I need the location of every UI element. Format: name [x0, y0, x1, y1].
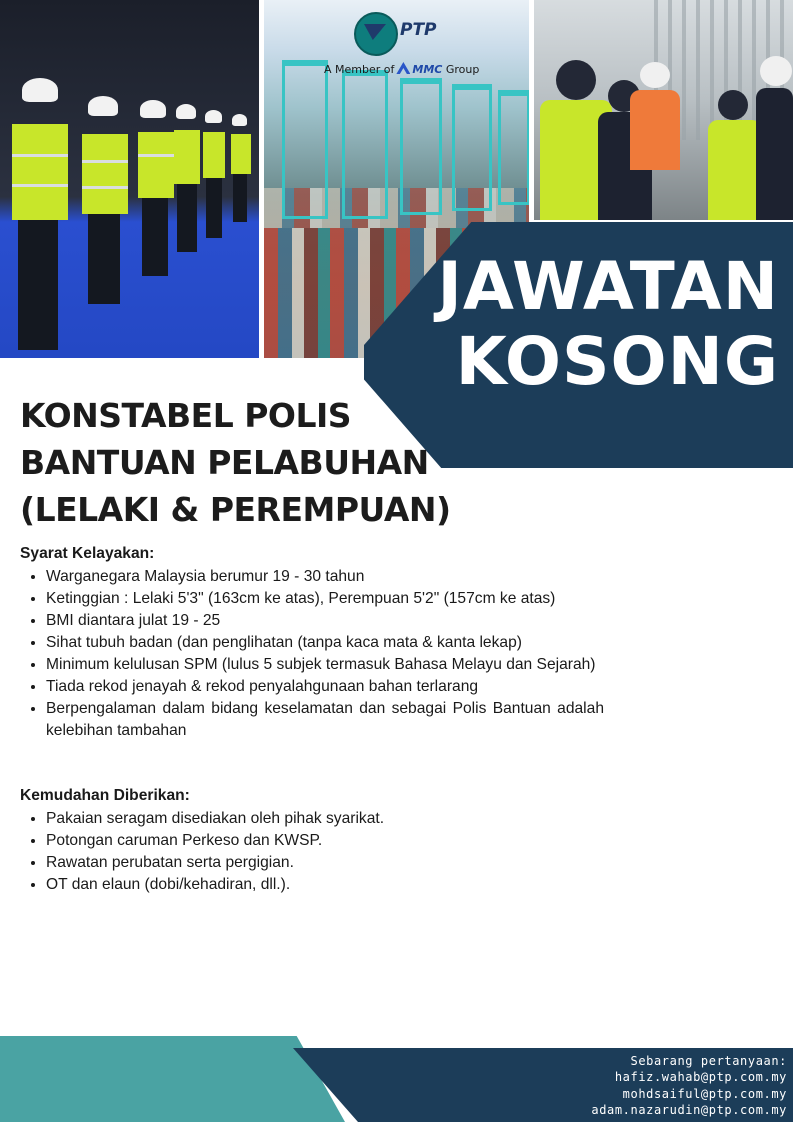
- logo-group-name: MMC: [412, 63, 443, 76]
- list-item: • Warganegara Malaysia berumur 19 - 30 tahun: [46, 566, 604, 588]
- list-item: • Potongan caruman Perkeso dan KWSP.: [46, 830, 604, 852]
- requirements-list: [20, 566, 604, 742]
- officer-figure: [228, 114, 254, 224]
- crane-shape: [282, 60, 328, 219]
- list-item: • Pakaian seragam disediakan oleh pihak syarikat.: [46, 808, 604, 830]
- banner-title-line1: JAWATAN: [437, 248, 779, 325]
- logo-member-prefix: A Member of: [324, 63, 395, 76]
- logo-name: PTP: [400, 20, 437, 40]
- officer-figure: [4, 78, 70, 358]
- requirements-section: [20, 543, 604, 742]
- list-item: • Ketinggian : Lelaki 5'3" (163cm ke atas), Perempuan 5'2" (157cm ke atas): [46, 588, 604, 610]
- benefits-list: [20, 808, 604, 896]
- crane-shape: [452, 84, 492, 211]
- list-item: • Berpengalaman dalam bidang keselamatan dan sebagai Polis Bantuan adalah kelebihan tambahan: [46, 698, 604, 742]
- crane-shape: [342, 70, 388, 219]
- list-item: • Sihat tubuh badan (dan penglihatan (tanpa kaca mata & kanta lekap): [46, 632, 604, 654]
- contact-email[interactable]: adam.nazarudin@ptp.com.my: [591, 1102, 787, 1117]
- benefits-section: [20, 785, 604, 896]
- contact-block: [591, 1053, 787, 1118]
- mmc-emblem-icon: [396, 62, 410, 74]
- headline-line1: KONSTABEL POLIS: [20, 396, 352, 435]
- worker-figure: [624, 62, 684, 172]
- logo-group-suffix: Group: [445, 63, 480, 76]
- banner-title-line2: KOSONG: [455, 322, 779, 400]
- officer-figure: [170, 104, 202, 254]
- headline-line3: (LELAKI & PEREMPUAN): [20, 490, 451, 529]
- worker-figure: [754, 56, 793, 220]
- list-item: • Rawatan perubatan serta pergigian.: [46, 852, 604, 874]
- crane-shape: [400, 78, 442, 215]
- position-headline: [20, 392, 450, 533]
- contact-email[interactable]: mohdsaiful@ptp.com.my: [622, 1086, 787, 1101]
- officer-figure: [76, 96, 130, 306]
- contact-email[interactable]: hafiz.wahab@ptp.com.my: [614, 1070, 787, 1085]
- ptp-logo: [324, 12, 504, 82]
- crane-shape: [498, 90, 529, 205]
- headline-line2: BANTUAN PELABUHAN: [20, 443, 429, 482]
- logo-member-line: [324, 62, 504, 76]
- list-item: • OT dan elaun (dobi/kehadiran, dll.).: [46, 874, 604, 896]
- list-item: • Tiada rekod jenayah & rekod penyalahgunaan bahan terlarang: [46, 676, 604, 698]
- photo-gate-inspection: [534, 0, 793, 220]
- ptp-emblem-icon: [354, 12, 398, 56]
- benefits-title: Kemudahan Diberikan:: [20, 787, 190, 804]
- officer-figure: [200, 110, 228, 240]
- contact-label: Sebarang pertanyaan:: [630, 1054, 787, 1068]
- list-item: • BMI diantara julat 19 - 25: [46, 610, 604, 632]
- list-item: • Minimum kelulusan SPM (lulus 5 subjek termasuk Bahasa Melayu dan Sejarah): [46, 654, 604, 676]
- footer-teal-shape: [0, 1036, 345, 1122]
- banner-title: [437, 250, 779, 399]
- requirements-title: Syarat Kelayakan:: [20, 545, 155, 562]
- photo-officers-lineup: [0, 0, 259, 358]
